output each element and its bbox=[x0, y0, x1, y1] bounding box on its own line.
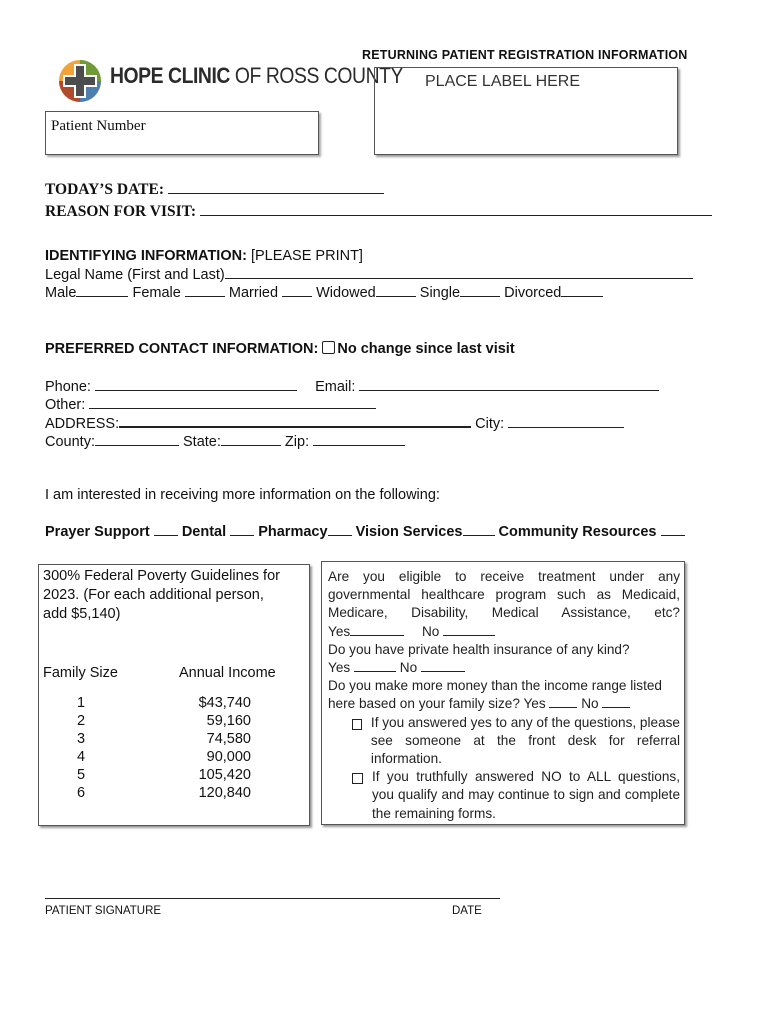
family-size-value: 4 bbox=[77, 749, 86, 765]
poverty-table bbox=[39, 694, 309, 802]
family-size-value: 2 bbox=[77, 713, 86, 729]
clinic-logo-icon bbox=[57, 58, 103, 104]
divorced-input[interactable] bbox=[561, 284, 603, 297]
bullet-2 bbox=[328, 768, 680, 823]
email-label: Email: bbox=[315, 379, 360, 395]
annual-income-header: Annual Income bbox=[179, 665, 276, 681]
q3-line-2: here based on your family size? Yes bbox=[328, 696, 546, 712]
city-label: City: bbox=[471, 416, 509, 432]
interest-prayer-label: Prayer Support bbox=[45, 524, 150, 540]
q2-yes-label: Yes bbox=[328, 660, 351, 676]
todays-date-input[interactable] bbox=[168, 181, 384, 194]
interest-options-row bbox=[45, 523, 685, 540]
widowed-label: Widowed bbox=[312, 285, 376, 301]
bullet-1-line-2: see someone at the front desk for referral bbox=[370, 732, 680, 748]
widowed-input[interactable] bbox=[376, 284, 416, 297]
reason-input[interactable] bbox=[200, 203, 712, 216]
phone-input[interactable] bbox=[95, 378, 297, 391]
male-input[interactable] bbox=[76, 284, 128, 297]
poverty-line-3: add $5,140) bbox=[43, 606, 121, 622]
legal-name-label: Legal Name (First and Last) bbox=[45, 267, 225, 283]
bullet-1 bbox=[328, 714, 680, 769]
other-label: Other: bbox=[45, 397, 90, 413]
city-input[interactable] bbox=[508, 415, 624, 428]
q1-line-1: Are you eligible to receive treatment under any bbox=[328, 569, 680, 584]
q1-yes-input[interactable] bbox=[350, 623, 404, 636]
male-label: Male bbox=[45, 285, 77, 301]
reason-row bbox=[45, 203, 712, 221]
married-label: Married bbox=[224, 285, 283, 301]
address-label: ADDRESS: bbox=[45, 416, 120, 432]
marital-row bbox=[45, 284, 603, 301]
single-input[interactable] bbox=[460, 284, 500, 297]
family-size-value: 6 bbox=[77, 785, 86, 801]
divorced-label: Divorced bbox=[500, 285, 562, 301]
q1-yes-label: Yes bbox=[328, 623, 351, 639]
no-change-label: No change since last visit bbox=[337, 341, 515, 357]
todays-date-row bbox=[45, 181, 384, 199]
identifying-heading-note: [PLEASE PRINT] bbox=[246, 248, 363, 264]
q3-no-label: No bbox=[577, 696, 603, 712]
poverty-line-2: 2023. (For each additional person, bbox=[43, 587, 264, 603]
interest-intro: I am interested in receiving more information on the following: bbox=[45, 487, 440, 503]
eligibility-box bbox=[321, 561, 685, 825]
bullet-1-line-3: information. bbox=[370, 751, 442, 767]
identifying-heading-bold: IDENTIFYING INFORMATION: bbox=[45, 248, 247, 264]
family-size-header: Family Size bbox=[43, 665, 118, 681]
bullet-2-line-3: the remaining forms. bbox=[372, 805, 496, 821]
clinic-name-bold: HOPE CLINIC bbox=[110, 63, 230, 88]
state-input[interactable] bbox=[221, 433, 281, 446]
contact-heading-row bbox=[45, 341, 515, 357]
poverty-guidelines-box bbox=[38, 564, 310, 826]
q1-answer-row bbox=[328, 623, 680, 641]
annual-income-value: 74,580 bbox=[206, 731, 251, 747]
patient-signature-label: PATIENT SIGNATURE bbox=[45, 905, 162, 917]
q1-no-input[interactable] bbox=[443, 623, 495, 636]
q1-no-label: No bbox=[418, 623, 444, 639]
form-title: RETURNING PATIENT REGISTRATION INFORMATION bbox=[362, 48, 688, 62]
annual-income-value: $43,740 bbox=[198, 695, 251, 711]
interest-dental-label: Dental bbox=[181, 524, 227, 540]
interest-vision-input[interactable] bbox=[463, 523, 495, 536]
bullet-2-line-1: If you truthfully answered NO to ALL questions, bbox=[372, 769, 680, 785]
county-input[interactable] bbox=[95, 433, 179, 446]
female-label: Female bbox=[128, 285, 185, 301]
contact-heading: PREFERRED CONTACT INFORMATION: bbox=[45, 341, 319, 357]
reason-label: REASON FOR VISIT: bbox=[45, 203, 197, 220]
clinic-name bbox=[110, 63, 403, 89]
zip-label: Zip: bbox=[280, 434, 314, 450]
county-row bbox=[45, 433, 405, 450]
other-input[interactable] bbox=[89, 396, 376, 409]
poverty-table-row bbox=[39, 748, 309, 766]
clinic-name-rest: OF ROSS COUNTY bbox=[229, 63, 403, 88]
bullet-2-checkbox[interactable] bbox=[352, 773, 363, 784]
single-label: Single bbox=[415, 285, 461, 301]
female-input[interactable] bbox=[185, 284, 225, 297]
zip-input[interactable] bbox=[313, 433, 405, 446]
poverty-line-1: 300% Federal Poverty Guidelines for bbox=[43, 568, 280, 584]
email-input[interactable] bbox=[359, 378, 659, 391]
poverty-table-row bbox=[39, 766, 309, 784]
patient-number-label: Patient Number bbox=[51, 118, 146, 134]
poverty-table-row bbox=[39, 784, 309, 802]
state-label: State: bbox=[178, 434, 221, 450]
interest-dental-input[interactable] bbox=[230, 523, 254, 536]
address-row bbox=[45, 414, 624, 432]
interest-pharmacy-input[interactable] bbox=[328, 523, 352, 536]
q2-yes-input[interactable] bbox=[354, 659, 396, 672]
annual-income-value: 120,840 bbox=[198, 785, 251, 801]
legal-name-row bbox=[45, 266, 693, 283]
q2-no-label: No bbox=[395, 660, 421, 676]
address-input[interactable] bbox=[119, 414, 471, 428]
county-label: County: bbox=[45, 434, 95, 450]
bullet-1-line-1: If you answered yes to any of the questions, please bbox=[370, 714, 680, 730]
annual-income-value: 105,420 bbox=[198, 767, 251, 783]
legal-name-input[interactable] bbox=[225, 266, 693, 279]
signature-line[interactable] bbox=[45, 898, 500, 899]
no-change-checkbox[interactable] bbox=[322, 341, 335, 354]
annual-income-value: 90,000 bbox=[206, 749, 251, 765]
bullet-1-checkbox[interactable] bbox=[352, 719, 362, 730]
patient-number-field[interactable] bbox=[45, 111, 319, 155]
q2-answer-row bbox=[328, 659, 680, 677]
q1-line-3: Medicare, Disability, Medical Assistance, etc? bbox=[328, 605, 680, 621]
phone-email-row bbox=[45, 378, 659, 395]
family-size-value: 3 bbox=[77, 731, 86, 747]
interest-community-label: Community Resources bbox=[498, 524, 657, 540]
q3-yes-input[interactable] bbox=[549, 695, 577, 708]
q3-line-1: Do you make more money than the income range listed bbox=[328, 678, 662, 694]
interest-vision-label: Vision Services bbox=[355, 524, 463, 540]
label-placeholder-box bbox=[374, 67, 678, 155]
poverty-table-row bbox=[39, 712, 309, 730]
family-size-value: 1 bbox=[77, 695, 86, 711]
poverty-table-row bbox=[39, 730, 309, 748]
todays-date-label: TODAY’S DATE: bbox=[45, 181, 165, 198]
phone-label: Phone: bbox=[45, 379, 95, 395]
poverty-table-row bbox=[39, 694, 309, 712]
q1-line-2: governmental healthcare program such as Medicaid, bbox=[328, 587, 680, 603]
label-placeholder-text: PLACE LABEL HERE bbox=[425, 73, 581, 90]
interest-pharmacy-label: Pharmacy bbox=[258, 524, 328, 540]
family-size-value: 5 bbox=[77, 767, 86, 783]
q3-line-2-row bbox=[328, 695, 680, 713]
interest-community-input[interactable] bbox=[661, 523, 685, 536]
bullet-2-line-2: you qualify and may continue to sign and complete bbox=[372, 787, 680, 803]
q2-line: Do you have private health insurance of any kind? bbox=[328, 641, 630, 657]
interest-prayer-input[interactable] bbox=[154, 523, 178, 536]
other-row bbox=[45, 396, 376, 413]
annual-income-value: 59,160 bbox=[206, 713, 251, 729]
q2-no-input[interactable] bbox=[421, 659, 465, 672]
q3-no-input[interactable] bbox=[602, 695, 630, 708]
married-input[interactable] bbox=[282, 284, 312, 297]
date-label: DATE bbox=[452, 905, 482, 917]
identifying-heading bbox=[45, 248, 363, 264]
